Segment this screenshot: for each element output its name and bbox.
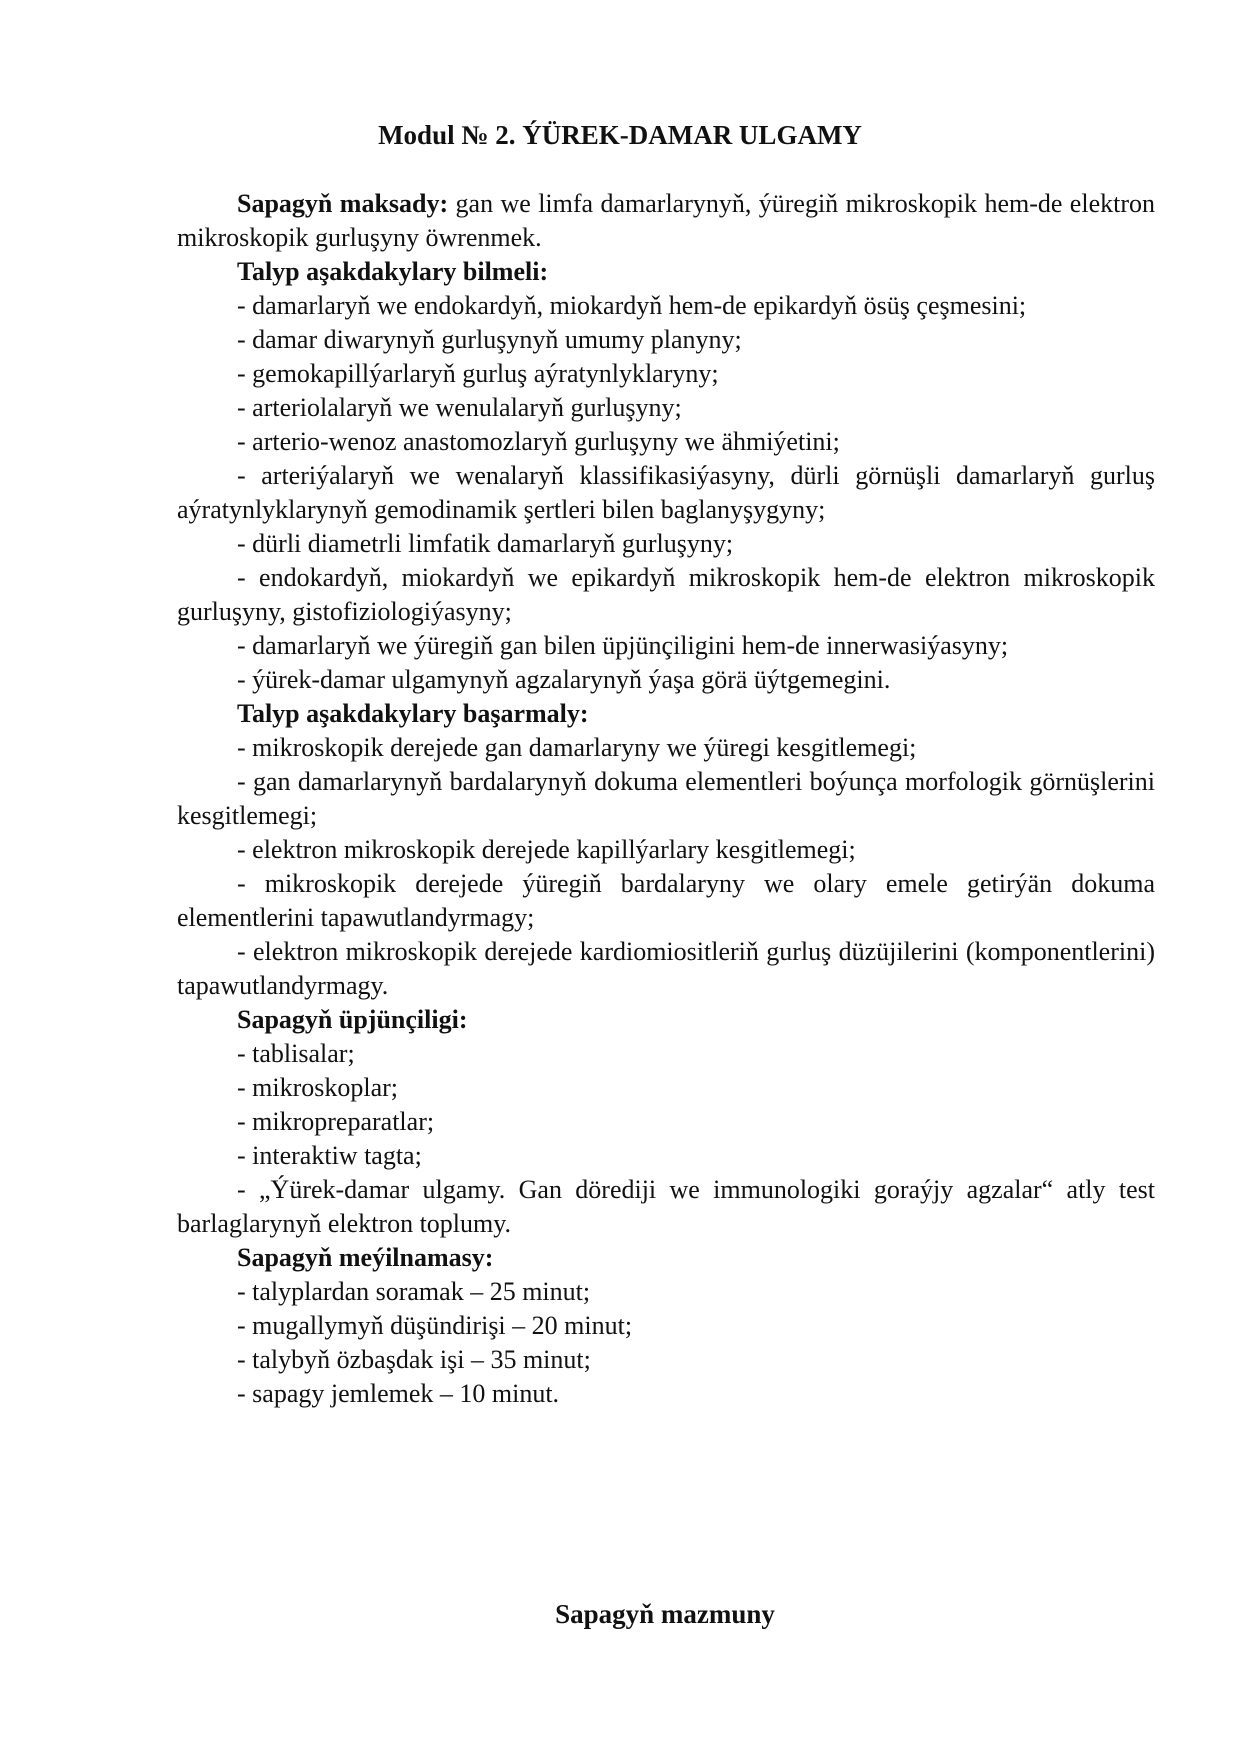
plan-heading: Sapagyň meýilnamasy: [237,1243,494,1272]
know-item: - damar diwarynyň gurluşynyň umumy planyny; [237,325,742,354]
supplies-item: - interaktiw tagta; [237,1141,422,1170]
know-item: - arterio-wenoz anastomozlaryň gurluşyny we ähmiýetini; [237,427,840,456]
content-heading: Sapagyň mazmuny [555,1599,775,1629]
plan-item: - mugallymyň düşündirişi – 20 minut; [237,1311,633,1340]
know-item: - ýürek-damar ulgamynyň agzalarynyň ýaşa görä üýtgemegini. [237,665,891,694]
know-heading: Talyp aşakdakylary bilmeli: [237,257,549,286]
supplies-item: - mikroskoplar; [237,1073,399,1102]
do-item: - mikroskopik derejede ýüregiň bardalaryny we olary emele getirýän dokuma elementlerini tapawutlandyrmagy; [177,869,1155,932]
plan-list [177,1275,1155,1411]
supplies-item: - mikropreparatlar; [237,1107,435,1136]
know-item: - arteriýalaryň we wenalaryň klassifikasiýasyny, dürli görnüşli damarlaryň gurluş aýratynlyklarynyň gemodinamik şertleri bilen baglanyşygyny; [177,461,1155,524]
plan-item: - talyplardan soramak – 25 minut; [237,1277,591,1306]
purpose-label: Sapagyň maksady: [237,189,449,218]
purpose-paragraph [177,187,1155,255]
know-item: - dürli diametrli limfatik damarlaryň gurluşyny; [237,529,734,558]
do-item: - mikroskopik derejede gan damarlaryny we ýüregi kesgitlemegi; [237,733,917,762]
lesson-body [177,187,1155,1411]
supplies-item: - tablisalar; [237,1039,355,1068]
know-item: - damarlaryň we ýüregiň gan bilen üpjünçiligini hem-de innerwasiýasyny; [237,631,1009,660]
supplies-item: - „Ýürek-damar ulgamy. Gan dörediji we immunologiki goraýjy agzalar“ atly test barlaglarynyň elektron toplumy. [177,1175,1155,1238]
know-item: - arteriolalaryň we wenulalaryň gurluşyny; [237,393,682,422]
plan-item: - talybyň özbaşdak işi – 35 minut; [237,1345,591,1374]
do-item: - gan damarlarynyň bardalarynyň dokuma elementleri boýunça morfologik görnüşlerini kesgitlemegi; [177,767,1155,830]
know-item: - damarlaryň we endokardyň, miokardyň hem-de epikardyň ösüş çeşmesini; [237,291,1027,320]
know-item: - endokardyň, miokardyň we epikardyň mikroskopik hem-de elektron mikroskopik gurluşyny, gistofiziologiýasyny; [177,563,1155,626]
supplies-list [177,1037,1155,1241]
do-list [177,731,1155,1003]
purpose-text: gan we limfa damarlarynyň, ýüregiň mikroskopik hem-de elektron mikroskopik gurluşyny öwrenmek. [177,189,1155,252]
do-item: - elektron mikroskopik derejede kapillýarlary kesgitlemegi; [237,835,856,864]
supplies-heading: Sapagyň üpjünçiligi: [237,1005,468,1034]
know-list [177,289,1155,697]
page-title: Modul № 2. ÝÜREK-DAMAR ULGAMY [378,120,862,150]
know-item: - gemokapillýarlaryň gurluş aýratynlyklaryny; [237,359,719,388]
do-heading: Talyp aşakdakylary başarmaly: [237,699,589,728]
do-item: - elektron mikroskopik derejede kardiomiositleriň gurluş düzüjilerini (komponentlerini) tapawutlandyrmagy. [177,937,1155,1000]
plan-item: - sapagy jemlemek – 10 minut. [237,1379,560,1408]
